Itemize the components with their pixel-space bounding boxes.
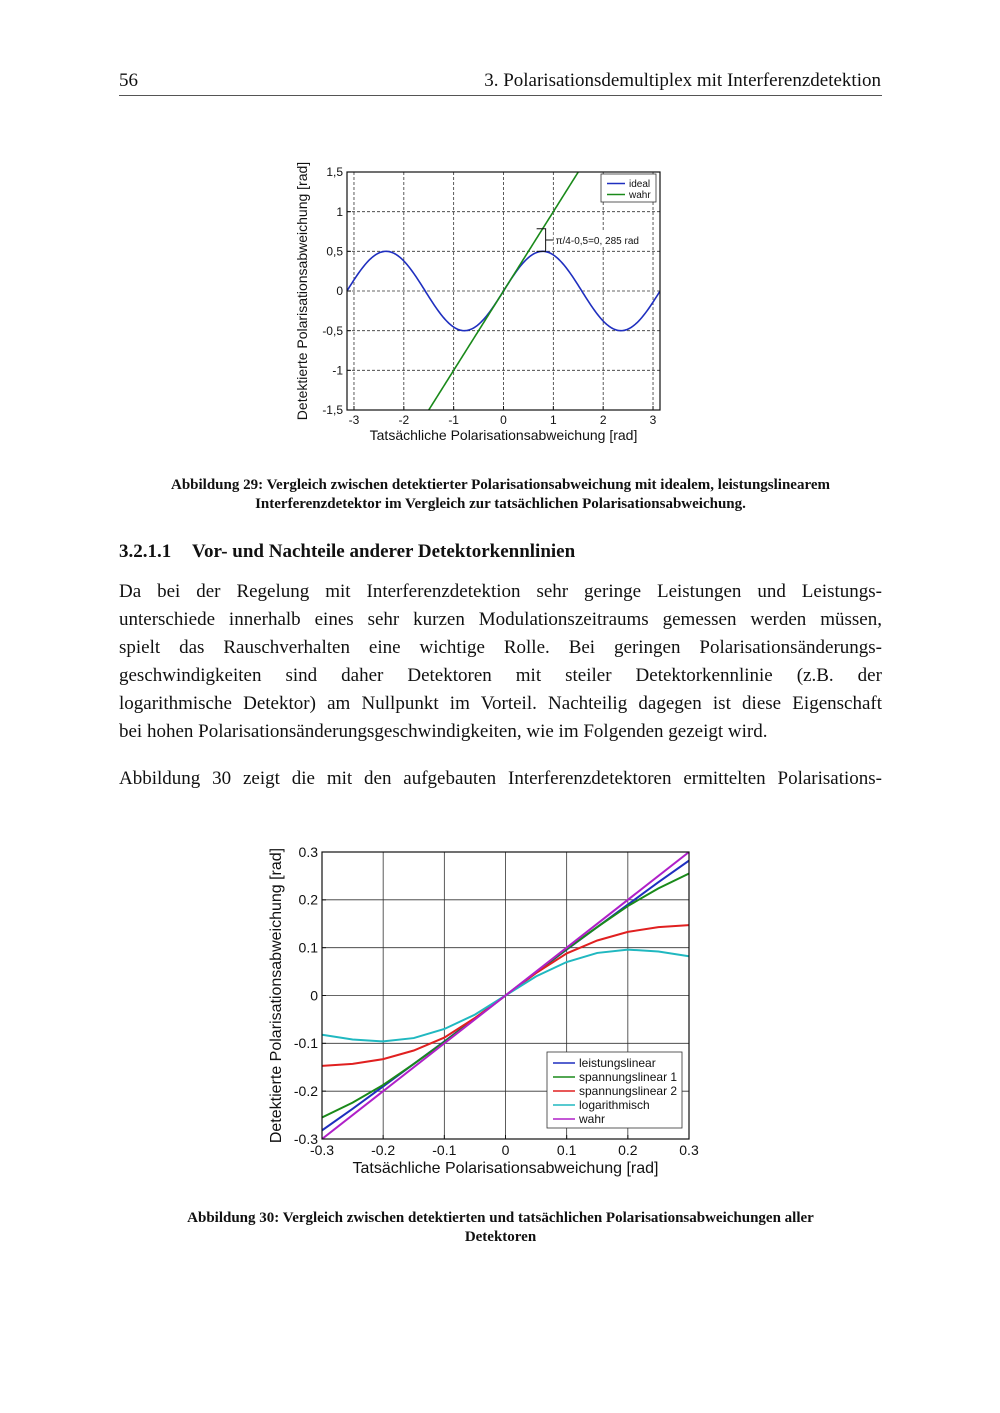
word: geschwindigkeiten — [119, 665, 262, 686]
word: Detektorkennlinie — [635, 665, 773, 686]
y-tick-label: 1,5 — [326, 165, 343, 180]
word: Detektoren — [407, 665, 492, 686]
legend-label: leistungslinear — [579, 1056, 656, 1071]
word: steiler — [565, 665, 612, 686]
x-tick-label: -0.3 — [309, 1142, 335, 1158]
word: (z.B. — [796, 665, 834, 686]
x-tick-label: -0.2 — [371, 1142, 396, 1158]
text-line: logarithmische Detektor) am Nullpunkt im Vorteil. Nachteilig dagegen ist diese Eigenschaft — [119, 693, 882, 714]
x-tick-label: 0.1 — [556, 1142, 577, 1158]
x-tick-label: -2 — [398, 413, 410, 427]
y-tick-label: 1 — [336, 204, 343, 219]
page-number: 56 — [119, 70, 138, 91]
caption-line: Abbildung 29: Vergleich zwischen detektierter Polarisationsabweichung mit idealem, leistungslinearem — [170, 477, 830, 493]
legend-label: wahr — [629, 190, 651, 201]
running-head: 3. Polarisationsdemultiplex mit Interferenzdetektion — [484, 70, 881, 91]
x-tick-label: 2 — [599, 413, 607, 427]
text-line: unterschiede innerhalb eines sehr kurzen Modulationszeitraums gemessen werden müssen, — [119, 609, 882, 630]
y-tick-label: 0,5 — [326, 244, 343, 259]
x-tick-label: 1 — [549, 413, 557, 427]
y-tick-label: 0.1 — [298, 939, 318, 956]
caption-line: Abbildung 30: Vergleich zwischen detektierten und tatsächlichen Polarisationsabweichungen aller — [187, 1210, 814, 1226]
x-tick-label: 0.3 — [679, 1142, 699, 1158]
x-tick-label: -0.1 — [432, 1142, 457, 1158]
x-tick-label: 0 — [501, 1142, 510, 1158]
y-axis-label: Detektierte Polarisationsabweichung [rad] — [294, 161, 310, 421]
word: daher — [341, 665, 384, 686]
x-tick-label: -1 — [448, 413, 459, 427]
caption-line: Detektoren — [464, 1229, 537, 1245]
legend-label: spannungslinear 1 — [579, 1070, 678, 1085]
y-tick-label: -0,5 — [322, 323, 343, 338]
legend-label: ideal — [629, 179, 651, 190]
x-tick-label: -3 — [348, 413, 360, 427]
x-tick-label: 0.2 — [618, 1142, 638, 1158]
y-tick-label: -0.2 — [293, 1083, 318, 1100]
legend-label: logarithmisch — [579, 1098, 650, 1113]
y-tick-label: 0.2 — [298, 891, 318, 908]
x-axis-label: Tatsächliche Polarisationsabweichung [rad] — [369, 427, 638, 443]
word: der — [857, 665, 882, 686]
text-line: bei hohen Polarisationsänderungsgeschwindigkeiten, wie im Folgenden gezeigt wird. — [119, 721, 768, 742]
text-line: spielt das Rauschverhalten eine wichtige Rolle. Bei geringen Polarisationsänderungs- — [119, 637, 882, 658]
legend-label: spannungslinear 2 — [579, 1084, 678, 1099]
text-line: Abbildung 30 zeigt die mit den aufgebauten Interferenzdetektoren ermittelten Polarisations- — [119, 768, 882, 789]
y-axis-label: Detektierte Polarisationsabweichung [rad] — [268, 847, 285, 1144]
word: mit — [515, 665, 542, 686]
legend-label: wahr — [579, 1112, 606, 1127]
figure-30-caption — [119, 1209, 882, 1247]
y-tick-label: -1 — [332, 363, 343, 378]
annotation-label: π/4-0,5=0, 285 rad — [555, 236, 639, 248]
section-title: Vor- und Nachteile anderer Detektorkennlinien — [192, 541, 576, 562]
caption-line: Interferenzdetektor im Vergleich zur tatsächlichen Polarisationsabweichung. — [255, 496, 746, 512]
y-tick-label: 0 — [336, 284, 343, 299]
word: sind — [285, 665, 318, 686]
y-tick-label: 0.3 — [298, 843, 318, 860]
x-tick-label: 3 — [649, 413, 657, 427]
y-tick-label: -0.3 — [293, 1130, 318, 1147]
x-tick-label: 0 — [500, 413, 507, 427]
y-tick-label: 0 — [310, 987, 318, 1004]
y-tick-label: -1,5 — [322, 403, 343, 418]
x-axis-label: Tatsächliche Polarisationsabweichung [rad] — [352, 1160, 659, 1177]
text-line: Da bei der Regelung mit Interferenzdetektion sehr geringe Leistungen und Leistungs- — [119, 581, 882, 602]
y-tick-label: -0.1 — [293, 1035, 318, 1052]
section-number: 3.2.1.1 — [119, 541, 172, 562]
